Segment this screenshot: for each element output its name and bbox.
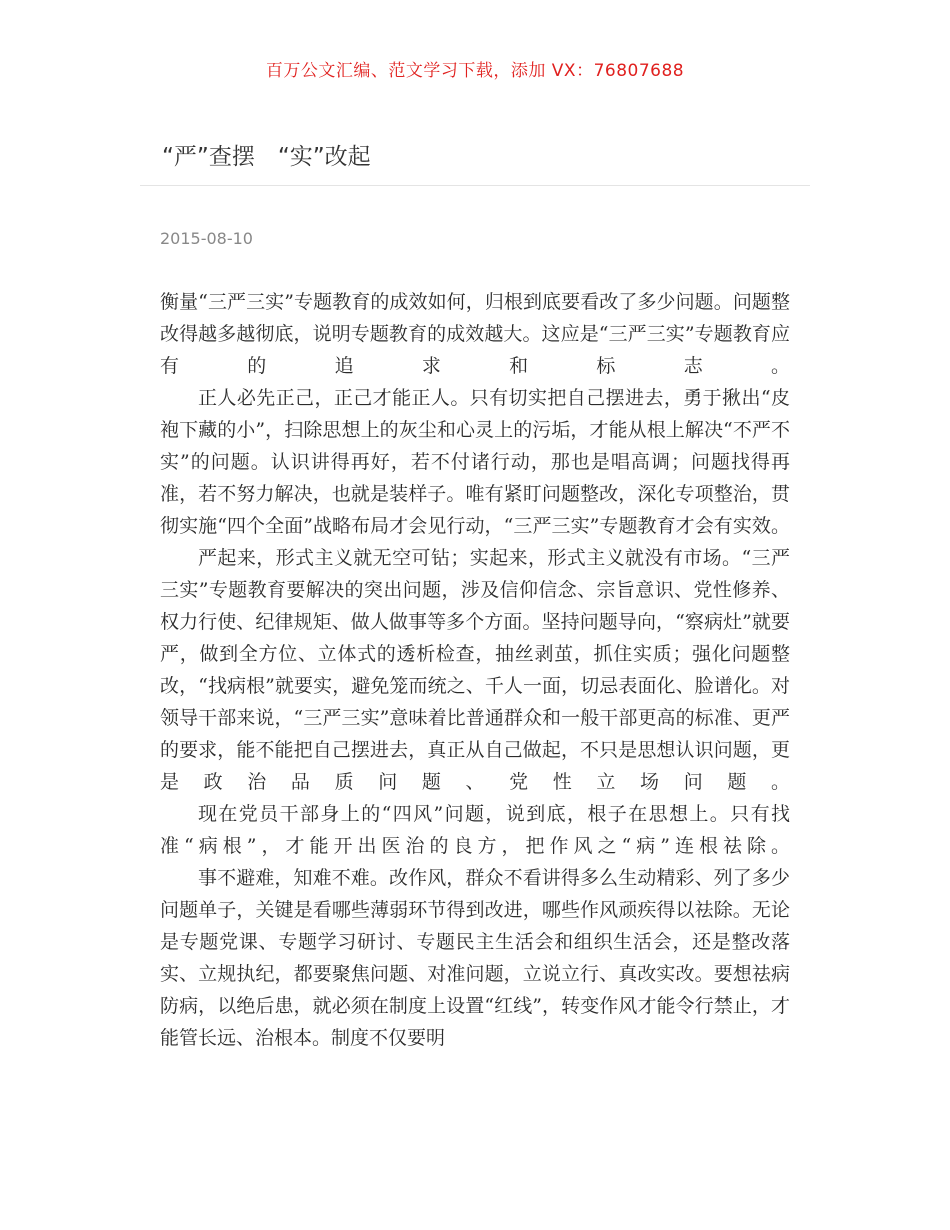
article-body (160, 286, 790, 1054)
paragraph-3: 严起来，形式主义就无空可钻；实起来，形式主义就没有市场。“三严三实”专题教育要解决的突出问题，涉及信仰信念、宗旨意识、党性修养、权力行使、纪律规矩、做人做事等多个方面。坚持问题导向，“察病灶”就要严，做到全方位、立体式的透析检查，抽丝剥茧，抓住实质；强化问题整改，“找病根”就要实，避免笼而统之、千人一面，切忌表面化、脸谱化。对领导干部来说，“三严三实”意味着比普通群众和一般干部更高的标准、更严的要求，能不能把自己摆进去，真正从自己做起，不只是思想认识问题，更是政治品质问题、党性立场问题。 (160, 547, 790, 793)
publish-date: 2015-08-10 (160, 229, 253, 248)
paragraph-2: 正人必先正己，正己才能正人。只有切实把自己摆进去，勇于揪出“皮袍下藏的小”，扫除思想上的灰尘和心灵上的污垢，才能从根上解决“不严不实”的问题。认识讲得再好，若不付诸行动，那也是唱高调；问题找得再准，若不努力解决，也就是装样子。唯有紧盯问题整改，深化专项整治，贯彻实施“四个全面”战略布局才会见行动，“三严三实”专题教育才会有实效。 (160, 387, 790, 537)
paragraph-5: 事不避难，知难不难。改作风，群众不看讲得多么生动精彩、列了多少问题单子，关键是看哪些薄弱环节得到改进，哪些作风顽疾得以祛除。无论是专题党课、专题学习研讨、专题民主生活会和组织生活会，还是整改落实、立规执纪，都要聚焦问题、对准问题，立说立行、真改实改。要想祛病防病，以绝后患，就必须在制度上设置“红线”，转变作风才能令行禁止，才能管长远、治根本。制度不仅要明 (160, 867, 790, 1049)
article-title: “严”查摆 “实”改起 (162, 144, 371, 170)
paragraph-4: 现在党员干部身上的“四风”问题，说到底，根子在思想上。只有找准“病根”，才能开出医治的良方，把作风之“病”连根祛除。 (160, 803, 790, 857)
paragraph-1: 衡量“三严三实”专题教育的成效如何，归根到底要看改了多少问题。问题整改得越多越彻底，说明专题教育的成效越大。这应是“三严三实”专题教育应有的追求和标志。 (160, 291, 790, 377)
download-banner: 百万公文汇编、范文学习下载，添加 VX：76807688 (265, 61, 685, 81)
title-divider (140, 185, 810, 186)
